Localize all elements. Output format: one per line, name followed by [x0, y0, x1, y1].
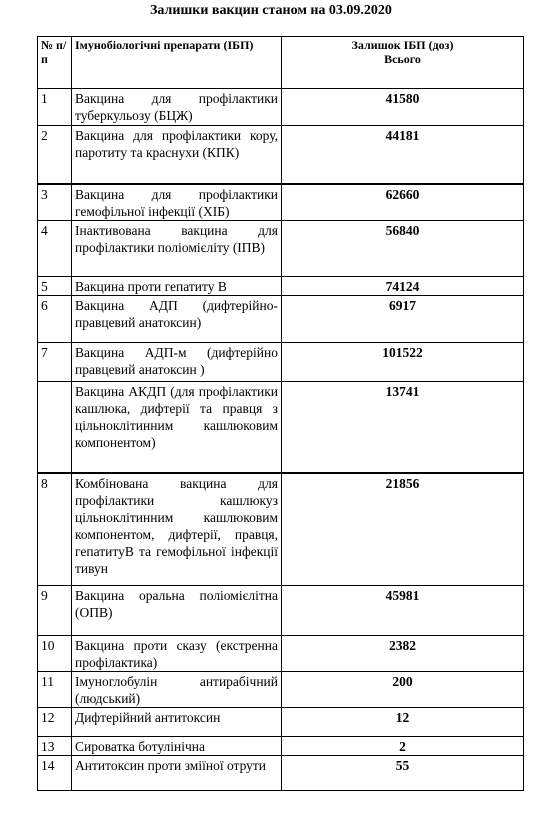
- table-row: [38, 382, 524, 474]
- table-row: [38, 586, 524, 636]
- header-remainder: [282, 37, 524, 89]
- row-number: 10: [38, 636, 72, 672]
- row-number: 14: [38, 756, 72, 791]
- row-number: 9: [38, 586, 72, 636]
- row-number: 12: [38, 708, 72, 737]
- table-row: [38, 636, 524, 672]
- preparation-name: Інактивована вакцина для профілактики поліомієліту (ІПВ): [72, 221, 282, 277]
- row-number: 1: [38, 89, 72, 126]
- table-row: [38, 473, 524, 586]
- preparation-name: Вакцина для профілактики кору, паротиту та краснухи (КПК): [72, 126, 282, 185]
- header-remainder-label: Залишок ІБП (доз): [351, 38, 454, 52]
- row-number: 3: [38, 184, 72, 221]
- dose-remainder: 13741: [282, 382, 524, 474]
- preparation-name: Вакцина для профілактики туберкульозу (БЦЖ): [72, 89, 282, 126]
- row-number: [38, 382, 72, 474]
- preparation-name: Імуноглобулін антирабічний (людський): [72, 672, 282, 708]
- preparation-name: Вакцина АКДП (для профілактики кашлюка, дифтерії та правця з цільноклітинним кашлюковим компонентом): [72, 382, 282, 474]
- row-number: 5: [38, 277, 72, 296]
- dose-remainder: 55: [282, 756, 524, 791]
- row-number: 11: [38, 672, 72, 708]
- preparation-name: Вакцина АДП-м (дифтерійно правцевий анатоксин ): [72, 343, 282, 382]
- dose-remainder: 2382: [282, 636, 524, 672]
- vaccine-table: [37, 36, 524, 791]
- dose-remainder: 45981: [282, 586, 524, 636]
- dose-remainder: 12: [282, 708, 524, 737]
- row-number: 6: [38, 296, 72, 343]
- table-row: [38, 343, 524, 382]
- header-preparation: Імунобіологічні препарати (ІБП): [72, 37, 282, 89]
- row-number: 8: [38, 473, 72, 586]
- dose-remainder: 2: [282, 737, 524, 756]
- table-row: [38, 184, 524, 221]
- header-number: № п/п: [38, 37, 72, 89]
- table-row: [38, 296, 524, 343]
- preparation-name: Комбінована вакцина для профілактики кашлюкуз цільноклітинним кашлюковим компонентом, дифтерії, правця, гепатитуВ та гемофільної інфекції тивун: [72, 473, 282, 586]
- dose-remainder: 62660: [282, 184, 524, 221]
- dose-remainder: 200: [282, 672, 524, 708]
- preparation-name: Вакцина оральна поліомієлітна (ОПВ): [72, 586, 282, 636]
- row-number: 7: [38, 343, 72, 382]
- dose-remainder: 21856: [282, 473, 524, 586]
- header-total-label: Всього: [384, 52, 421, 66]
- dose-remainder: 56840: [282, 221, 524, 277]
- table-row: [38, 737, 524, 756]
- table-row: [38, 756, 524, 791]
- preparation-name: Сироватка ботулінічна: [72, 737, 282, 756]
- dose-remainder: 41580: [282, 89, 524, 126]
- preparation-name: Вакцина проти сказу (екстренна профілактика): [72, 636, 282, 672]
- header-row: [38, 37, 524, 89]
- preparation-name: Дифтерійний антитоксин: [72, 708, 282, 737]
- preparation-name: Антитоксин проти зміїної отрути: [72, 756, 282, 791]
- table-row: [38, 672, 524, 708]
- page-title: Залишки вакцин станом на 03.09.2020: [150, 3, 392, 18]
- table-row: [38, 277, 524, 296]
- preparation-name: Вакцина проти гепатиту В: [72, 277, 282, 296]
- preparation-name: Вакцина АДП (дифтерійно-правцевий анатоксин): [72, 296, 282, 343]
- dose-remainder: 44181: [282, 126, 524, 185]
- table-body: [38, 89, 524, 791]
- table-row: [38, 221, 524, 277]
- row-number: 4: [38, 221, 72, 277]
- row-number: 2: [38, 126, 72, 185]
- dose-remainder: 74124: [282, 277, 524, 296]
- dose-remainder: 101522: [282, 343, 524, 382]
- table-row: [38, 708, 524, 737]
- table-row: [38, 126, 524, 185]
- row-number: 13: [38, 737, 72, 756]
- preparation-name: Вакцина для профілактики гемофільної інфекції (ХІБ): [72, 184, 282, 221]
- dose-remainder: 6917: [282, 296, 524, 343]
- table-row: [38, 89, 524, 126]
